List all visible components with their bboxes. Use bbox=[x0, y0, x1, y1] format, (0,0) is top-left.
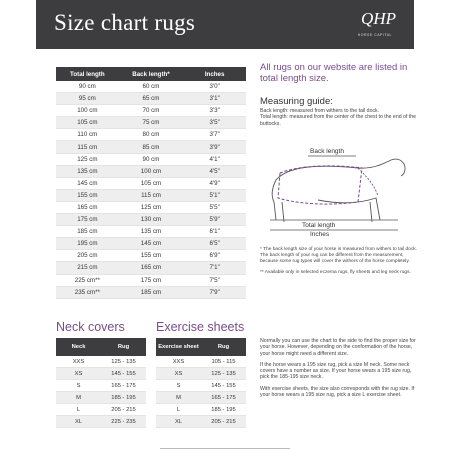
table-cell: S bbox=[156, 380, 201, 392]
table-row bbox=[56, 81, 246, 93]
horse-rug-icon bbox=[272, 159, 405, 222]
table-cell: 75 cm bbox=[119, 117, 184, 129]
table-cell: 4'5" bbox=[183, 165, 246, 177]
table-cell: 4'1" bbox=[183, 153, 246, 165]
table-cell: 5'5" bbox=[183, 201, 246, 213]
table-row bbox=[56, 250, 246, 262]
table-row bbox=[56, 177, 246, 189]
advice-neck: If the horse wears a 195 size rug, pick a size M neck. Some neck covers have a number as size. If your horse wears a 195 size rug, pick the 185-195 size neck. bbox=[260, 361, 412, 381]
table-row bbox=[56, 153, 246, 165]
exercise-sheets-table bbox=[156, 338, 246, 428]
table-cell: 235 cm** bbox=[56, 286, 119, 298]
table-cell: 175 cm bbox=[56, 214, 119, 226]
column-header: Total length bbox=[56, 67, 119, 81]
table-row bbox=[56, 214, 246, 226]
table-cell: 205 - 215 bbox=[101, 404, 146, 416]
footnotes bbox=[260, 247, 420, 281]
diagram-back-label: Back length bbox=[310, 148, 344, 155]
table-cell: 3'0" bbox=[183, 81, 246, 93]
table-cell: XL bbox=[56, 416, 101, 428]
table-cell: 145 - 155 bbox=[101, 368, 146, 380]
table-cell: 215 cm bbox=[56, 262, 119, 274]
table-cell: 60 cm bbox=[119, 81, 184, 93]
table-cell: 130 cm bbox=[119, 214, 184, 226]
table-cell: 4'9" bbox=[183, 177, 246, 189]
table-cell: 3'3" bbox=[183, 105, 246, 117]
table-cell: L bbox=[156, 404, 201, 416]
table-row bbox=[56, 286, 246, 298]
table-row bbox=[56, 238, 246, 250]
table-cell: 110 cm bbox=[56, 129, 119, 141]
table-row bbox=[56, 105, 246, 117]
table-cell: 125 cm bbox=[119, 201, 184, 213]
table-cell: 145 - 155 bbox=[201, 380, 246, 392]
table-row bbox=[156, 392, 246, 404]
table-cell: 6'1" bbox=[183, 226, 246, 238]
column-header: Inches bbox=[183, 67, 246, 81]
table-cell: 135 cm bbox=[56, 165, 119, 177]
table-row bbox=[56, 380, 146, 392]
table-cell: 145 cm bbox=[56, 177, 119, 189]
table-cell: 205 - 215 bbox=[201, 416, 246, 428]
table-cell: 165 - 175 bbox=[101, 380, 146, 392]
table-cell: XXS bbox=[156, 356, 201, 368]
exercise-sheets-title: Exercise sheets bbox=[156, 320, 245, 334]
table-cell: XS bbox=[156, 368, 201, 380]
table-cell: 3'7" bbox=[183, 129, 246, 141]
table-cell: 185 cm bbox=[119, 286, 184, 298]
table-row bbox=[156, 416, 246, 428]
table-row bbox=[56, 356, 146, 368]
guide-total-length: Total length: measured from the center of the chest to the end of the buttocks. bbox=[260, 114, 417, 127]
diagram-total-label: Total length bbox=[302, 222, 336, 229]
table-cell: 185 - 195 bbox=[101, 392, 146, 404]
neck-covers-title: Neck covers bbox=[56, 320, 125, 334]
table-cell: XS bbox=[56, 368, 101, 380]
advice-general: Normally you can use the chart to the side to find the proper size for your horse. However, depending on the conformation of the horse, your horse might need a different size. bbox=[260, 338, 416, 357]
table-row bbox=[56, 141, 246, 153]
table-row bbox=[56, 416, 146, 428]
table-cell: 145 cm bbox=[119, 238, 184, 250]
table-cell: 205 cm bbox=[56, 250, 119, 262]
table-cell: XXS bbox=[56, 356, 101, 368]
column-header: Neck bbox=[56, 338, 101, 356]
brand-logo: QHP bbox=[361, 9, 396, 28]
measuring-guide-title: Measuring guide: bbox=[260, 96, 333, 107]
table-cell: 3'1" bbox=[183, 93, 246, 105]
table-cell: S bbox=[56, 380, 101, 392]
table-cell: 3'9" bbox=[183, 141, 246, 153]
table-cell: 225 - 235 bbox=[101, 416, 146, 428]
table-cell: M bbox=[56, 392, 101, 404]
table-cell: 105 cm bbox=[119, 177, 184, 189]
table-row bbox=[56, 226, 246, 238]
neck-covers-table bbox=[56, 338, 146, 428]
table-cell: 5'1" bbox=[183, 189, 246, 201]
table-cell: 90 cm bbox=[56, 81, 119, 93]
table-cell: 165 cm bbox=[119, 262, 184, 274]
table-header-row bbox=[56, 338, 146, 356]
table-cell: L bbox=[56, 404, 101, 416]
table-cell: 115 cm bbox=[119, 189, 184, 201]
table-row bbox=[156, 368, 246, 380]
table-cell: 6'9" bbox=[183, 250, 246, 262]
table-cell: 70 cm bbox=[119, 105, 184, 117]
table-row bbox=[156, 404, 246, 416]
column-header: Rug bbox=[101, 338, 146, 356]
brand-logo-subtitle: HORSE CAPITAL bbox=[357, 33, 392, 37]
table-cell: 90 cm bbox=[119, 153, 184, 165]
table-cell: 100 cm bbox=[56, 105, 119, 117]
column-header: Exercise sheet bbox=[156, 338, 201, 356]
table-cell: 115 cm bbox=[56, 141, 119, 153]
table-cell: 195 cm bbox=[56, 238, 119, 250]
table-cell: 165 - 175 bbox=[201, 392, 246, 404]
info-headline: All rugs on our website are listed in total length size. bbox=[260, 62, 408, 84]
table-cell: 125 - 135 bbox=[101, 356, 146, 368]
table-header-row bbox=[56, 67, 246, 81]
table-cell: 65 cm bbox=[119, 93, 184, 105]
measuring-guide-text bbox=[260, 108, 420, 127]
horse-measurement-diagram bbox=[258, 140, 418, 238]
page-title: Size chart rugs bbox=[54, 10, 196, 35]
table-cell: 7'5" bbox=[183, 274, 246, 286]
footnote-availability: ** Available only in selected eczema rugs, fly sheets and leg neck rugs. bbox=[260, 270, 411, 276]
table-cell: 105 cm bbox=[56, 117, 119, 129]
advice-exercise: With exercise sheets, the size also corresponds with the rug size. If your horse wears a 195 size rug, pick a size L exercise sheet. bbox=[260, 385, 415, 399]
table-cell: 85 cm bbox=[119, 141, 184, 153]
footnote-back-length: * The back length size of your horse is measured from withers to tail dock. The back length of your rug can be different from the measurement, because some rug types will cover the withers of the horse completely. bbox=[260, 247, 417, 265]
sizing-advice bbox=[260, 338, 420, 403]
table-row bbox=[156, 356, 246, 368]
table-row bbox=[56, 165, 246, 177]
table-row bbox=[56, 129, 246, 141]
table-row bbox=[56, 117, 246, 129]
column-header: Rug bbox=[201, 338, 246, 356]
rug-size-table bbox=[56, 67, 246, 299]
table-cell: 185 - 195 bbox=[201, 404, 246, 416]
column-header: Back length* bbox=[119, 67, 184, 81]
table-cell: 3'5" bbox=[183, 117, 246, 129]
guide-back-length: Back length: measured from withers to the tail dock. bbox=[260, 108, 380, 114]
table-cell: 125 cm bbox=[56, 153, 119, 165]
table-cell: 185 cm bbox=[56, 226, 119, 238]
table-cell: M bbox=[156, 392, 201, 404]
table-row bbox=[56, 368, 146, 380]
table-cell: 5'9" bbox=[183, 214, 246, 226]
table-cell: XL bbox=[156, 416, 201, 428]
table-row bbox=[56, 201, 246, 213]
table-cell: 225 cm** bbox=[56, 274, 119, 286]
table-cell: 95 cm bbox=[56, 93, 119, 105]
header-banner bbox=[36, 0, 414, 49]
table-cell: 80 cm bbox=[119, 129, 184, 141]
table-row bbox=[56, 392, 146, 404]
table-row bbox=[56, 404, 146, 416]
table-cell: 7'9" bbox=[183, 286, 246, 298]
table-row bbox=[156, 380, 246, 392]
table-row bbox=[56, 262, 246, 274]
table-cell: 7'1" bbox=[183, 262, 246, 274]
table-row bbox=[56, 93, 246, 105]
table-row bbox=[56, 274, 246, 286]
table-cell: 165 cm bbox=[56, 201, 119, 213]
footer-divider bbox=[160, 448, 290, 449]
table-cell: 105 - 115 bbox=[201, 356, 246, 368]
table-row bbox=[56, 189, 246, 201]
table-header-row bbox=[156, 338, 246, 356]
diagram-inches-label: Inches bbox=[310, 231, 330, 238]
rug-outline bbox=[278, 168, 362, 204]
table-cell: 6'5" bbox=[183, 238, 246, 250]
table-cell: 175 cm bbox=[119, 274, 184, 286]
table-cell: 155 cm bbox=[56, 189, 119, 201]
table-cell: 125 - 135 bbox=[201, 368, 246, 380]
table-cell: 135 cm bbox=[119, 226, 184, 238]
table-cell: 155 cm bbox=[119, 250, 184, 262]
table-cell: 100 cm bbox=[119, 165, 184, 177]
